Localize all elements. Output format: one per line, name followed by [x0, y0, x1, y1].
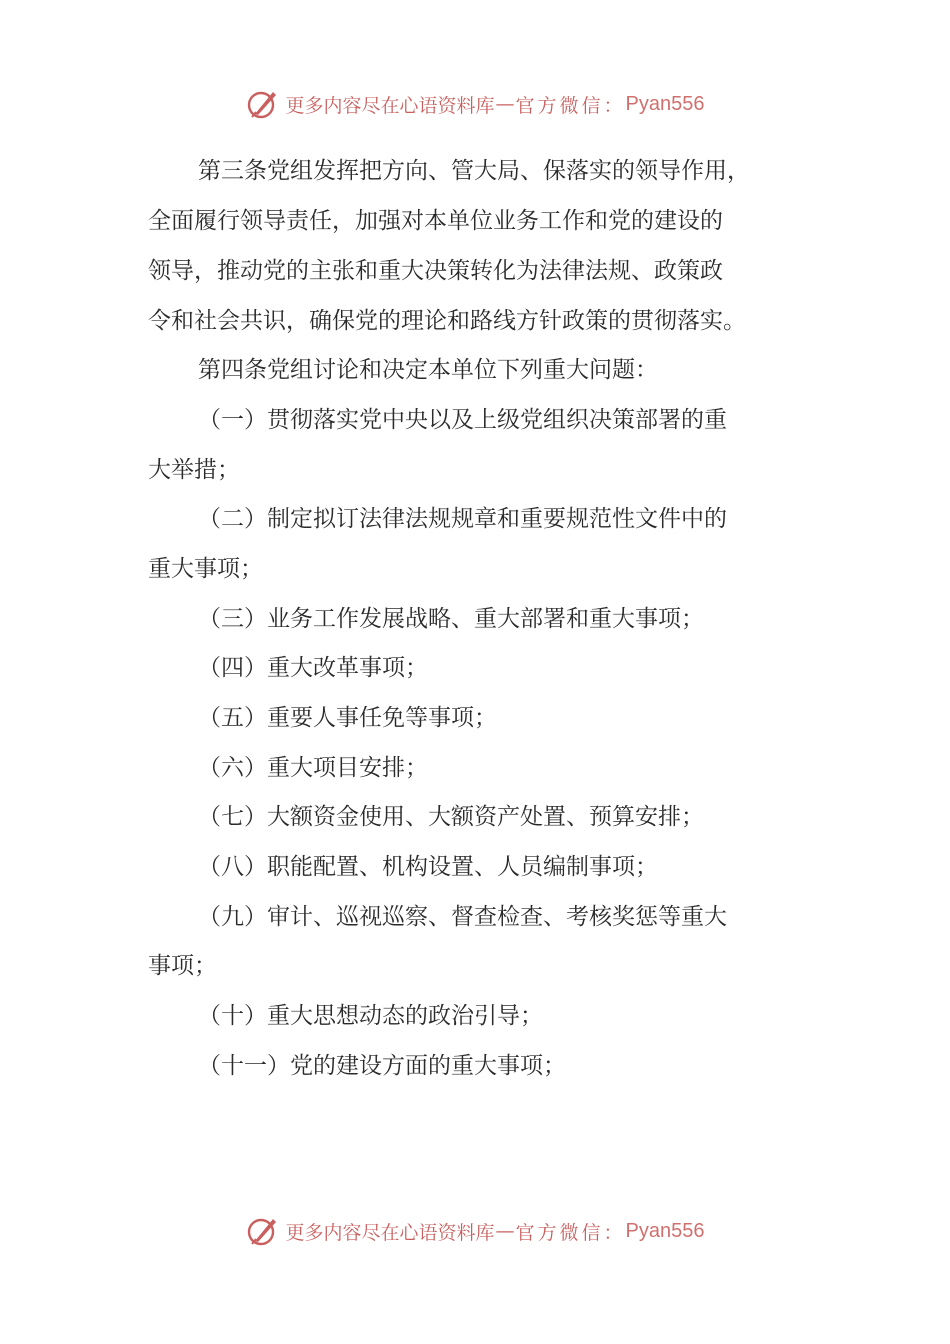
text-line: （五）重要人事任免等事项； [198, 705, 497, 731]
quill-pen-icon [246, 1214, 280, 1248]
watermark-separator: — [495, 93, 515, 115]
footer-watermark [0, 1211, 950, 1251]
watermark-official: 官方微信： [515, 94, 626, 117]
watermark-brand: 更多内容尽在心语资料库 [285, 1221, 495, 1244]
header-watermark [0, 84, 950, 124]
text-line: （三）业务工作发展战略、重大部署和重大事项； [198, 606, 704, 632]
text-line: （二）制定拟订法律法规规章和重要规范性文件中的 [198, 506, 727, 532]
quill-pen-icon [246, 87, 280, 121]
text-line: 令和社会共识，确保党的理论和路线方针政策的贯彻落实。 [148, 308, 746, 334]
text-line: （十一）党的建设方面的重大事项； [198, 1053, 566, 1079]
text-line: （十）重大思想动态的政治引导； [198, 1003, 543, 1029]
text-line: 大举措； [148, 457, 240, 483]
text-line: （七）大额资金使用、大额资产处置、预算安排； [198, 804, 704, 830]
watermark-brand: 更多内容尽在心语资料库 [285, 94, 495, 117]
text-line: 领导，推动党的主张和重大决策转化为法律法规、政策政 [148, 258, 723, 284]
watermark-official: 官方微信： [515, 1221, 626, 1244]
text-line: （九）审计、巡视巡察、督查检查、考核奖惩等重大 [198, 904, 727, 930]
text-line: 事项； [148, 953, 217, 979]
text-line: 重大事项； [148, 556, 263, 582]
text-line: （八）职能配置、机构设置、人员编制事项； [198, 854, 658, 880]
watermark-wechat-id: Pyan556 [625, 92, 705, 115]
text-line: （一）贯彻落实党中央以及上级党组织决策部署的重 [198, 407, 727, 433]
text-line: 第四条党组讨论和决定本单位下列重大问题： [198, 357, 658, 383]
watermark-separator: — [495, 1220, 515, 1242]
text-line: 全面履行领导责任，加强对本单位业务工作和党的建设的 [148, 208, 723, 234]
text-line: （四）重大改革事项； [198, 655, 428, 681]
text-line: （六）重大项目安排； [198, 755, 428, 781]
text-line: 第三条党组发挥把方向、管大局、保落实的领导作用， [198, 158, 750, 184]
watermark-wechat-id: Pyan556 [625, 1219, 705, 1242]
